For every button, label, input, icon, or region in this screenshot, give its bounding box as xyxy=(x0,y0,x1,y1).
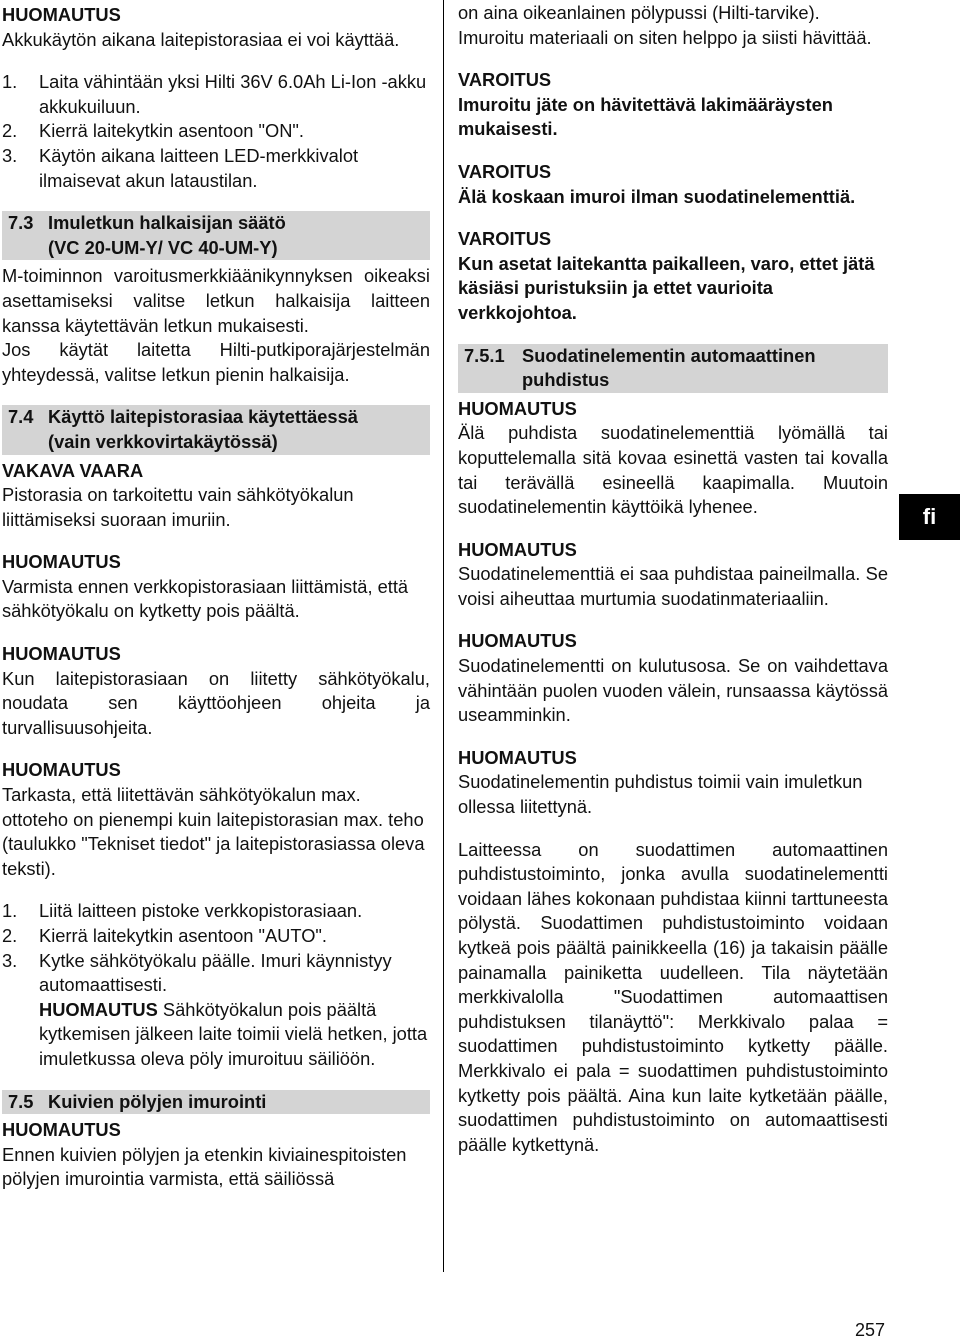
notice-title: HUOMAUTUS xyxy=(458,538,577,560)
section-title: Kuivien pölyjen imurointi xyxy=(48,1090,267,1112)
step-note-text: Sähkötyökalun pois päältä kytkemisen jälkeen laite toimii vielä hetken, jotta imuletkussa oleva pöly imuroituu säiliöön. xyxy=(39,998,428,1069)
list-item: 2. Kierrä laitekytkin asentoon "ON". xyxy=(2,120,304,142)
section-number: 7.5 xyxy=(8,1090,34,1112)
notice-text: Suodatinelementtiä ei saa puhdistaa paineilmalla. Se voisi aiheuttaa murtumia suodatinmateriaaliin. xyxy=(458,563,888,609)
paragraph: Jos käytät laitetta Hilti-putkiporajärjestelmän yhteydessä, valitse letkun pienin halkaisija. xyxy=(2,339,430,385)
section-number: 7.5.1 xyxy=(464,344,505,366)
language-tab: fi xyxy=(899,494,960,540)
warning-text: Imuroitu jäte on hävitettävä lakimääräysten mukaisesti. xyxy=(458,93,833,140)
notice-title: HUOMAUTUS xyxy=(2,1119,121,1141)
list-item: 3. Käytön aikana laitteen LED-merkkivalot ilmaisevat akun lataustilan. xyxy=(2,144,359,191)
section-7-4-heading xyxy=(2,405,430,454)
warning-title: VAROITUS xyxy=(458,228,552,250)
notice-text: Suodatinelementin puhdistus toimii vain imuletkun ollessa liitettynä. xyxy=(458,771,863,818)
notice-title: HUOMAUTUS xyxy=(458,746,577,768)
notice-title: HUOMAUTUS xyxy=(2,4,121,25)
notice-text: Suodatinelementti on kulutusosa. Se on vaihdettava vähintään puolen vuoden välein, runsaassa käytössä useamminkin. xyxy=(458,655,888,726)
notice-text: Kun laitepistorasiaan on liitetty sähkötyökalu, noudata sen käyttöohjeen ohjeita ja turvallisuusohjeita. xyxy=(2,667,430,738)
battery-steps-list xyxy=(2,70,430,193)
section-7-5-1-heading xyxy=(458,344,888,393)
section-number: 7.4 xyxy=(8,406,34,428)
section-number: 7.3 xyxy=(8,212,34,234)
section-title: Suodatinelementin automaattinen xyxy=(522,344,816,366)
column-divider xyxy=(443,0,444,1272)
warning-text: Älä koskaan imuroi ilman suodatinelementtiä. xyxy=(458,185,856,207)
socket-steps-list xyxy=(2,899,430,1071)
notice-title: HUOMAUTUS xyxy=(2,551,121,573)
list-item: 1. Laita vähintään yksi Hilti 36V 6.0Ah Li-Ion -akku akkukuiluun. xyxy=(2,71,427,117)
notice-title: HUOMAUTUS xyxy=(458,397,577,419)
page-number: 257 xyxy=(855,1320,886,1340)
step-note-label: HUOMAUTUS xyxy=(39,998,158,1020)
notice-text: Varmista ennen verkkopistorasiaan liittämistä, että sähkötyökalu on kytketty pois päältä. xyxy=(2,575,409,622)
notice-text: Ennen kuivien pölyjen ja etenkin kiviainespitoisten pölyjen imurointia varmista, että säiliössä xyxy=(2,1143,407,1190)
notice-title: HUOMAUTUS xyxy=(2,759,121,781)
section-7-3-heading xyxy=(2,211,430,260)
notice-text: Akkukäytön aikana laitepistorasiaa ei voi käyttää. xyxy=(2,28,400,50)
right-column xyxy=(458,1,888,1157)
warning-title: VAROITUS xyxy=(458,160,552,182)
section-title: Imuletkun halkaisijan säätö xyxy=(48,212,286,234)
paragraph: on aina oikeanlainen pölypussi (Hilti-tarvike). Imuroitu materiaali on siten helppo ja siisti hävittää. xyxy=(458,2,872,48)
danger-text: Pistorasia on tarkoitettu vain sähkötyökalun liittämiseksi suoraan imuriin. xyxy=(2,484,354,530)
section-subtitle: (VC 20-UM-Y/ VC 40-UM-Y) xyxy=(48,236,278,258)
list-item: 1. Liitä laitteen pistoke verkkopistorasiaan. xyxy=(2,900,363,922)
list-item: 3. Kytke sähkötyökalu päälle. Imuri käynnistyy automaattisesti. HUOMAUTUS Sähkötyökalun pois päältä kytkemisen jälkeen laite toimii vielä hetken, jotta imuletkussa oleva pöly imuroituu säiliöön. xyxy=(2,949,428,1069)
section-subtitle: (vain verkkovirtakäytössä) xyxy=(48,430,278,452)
paragraph: Laitteessa on suodattimen automaattinen puhdistustoiminto, jonka avulla suodatinelementti voidaan lähes kokonaan puhdistaa kiinni tarttuneesta pölystä. Suodattimen puhdistustoiminto voidaan kytkeä pois päältä painikkeella (16) ja takaisin päälle painamalla painiketta uudelleen. Tila näytetään merkkivalolla "Suodattimen automaattisen puhdistuksen tilanäyttö": Merkkivalo palaa = suodattimen puhdistustoiminto kytketty päälle. Merkkivalo ei pala = suodattimen puhdistustoiminto kytketty pois päältä. Aina kun laite kytketään päälle, suodattimen puhdistustoiminto on automaattisesti päälle kytkettynä. xyxy=(458,838,888,1155)
notice-title: HUOMAUTUS xyxy=(2,643,121,665)
warning-text: Kun asetat laitekantta paikalleen, varo, ettet jätä käsiäsi puristuksiin ja ettet vaurioita verkkojohtoa. xyxy=(458,252,875,323)
notice-title: HUOMAUTUS xyxy=(458,630,577,652)
notice-battery xyxy=(2,3,430,52)
notice-text: Älä puhdista suodatinelementtiä lyömällä tai koputtelemalla sitä kovaa esinettä vasten tai kovalla tai terävällä esineellä kaapimalla. Muutoin suodatinelementin käyttöikä lyhenee. xyxy=(458,422,888,518)
section-7-5-heading xyxy=(2,1090,430,1115)
section-subtitle: puhdistus xyxy=(522,369,610,391)
paragraph: M-toiminnon varoitusmerkkiäänikynnyksen oikeaksi asettamiseksi valitse letkun halkaisija laitteen kanssa käytettävän letkun mukaisesti. xyxy=(2,265,430,336)
list-item: 2. Kierrä laitekytkin asentoon "AUTO". xyxy=(2,925,328,946)
notice-text: Tarkasta, että liitettävän sähkötyökalun max. ottoteho on pienempi kuin laitepistorasian max. teho (taulukko "Tekniset tiedot" ja laitepistorasiassa oleva teksti). xyxy=(2,784,425,879)
section-title: Käyttö laitepistorasiaa käytettäessä xyxy=(48,406,358,428)
left-column xyxy=(2,3,430,1192)
warning-title: VAROITUS xyxy=(458,69,552,91)
danger-title: VAKAVA VAARA xyxy=(2,459,144,481)
